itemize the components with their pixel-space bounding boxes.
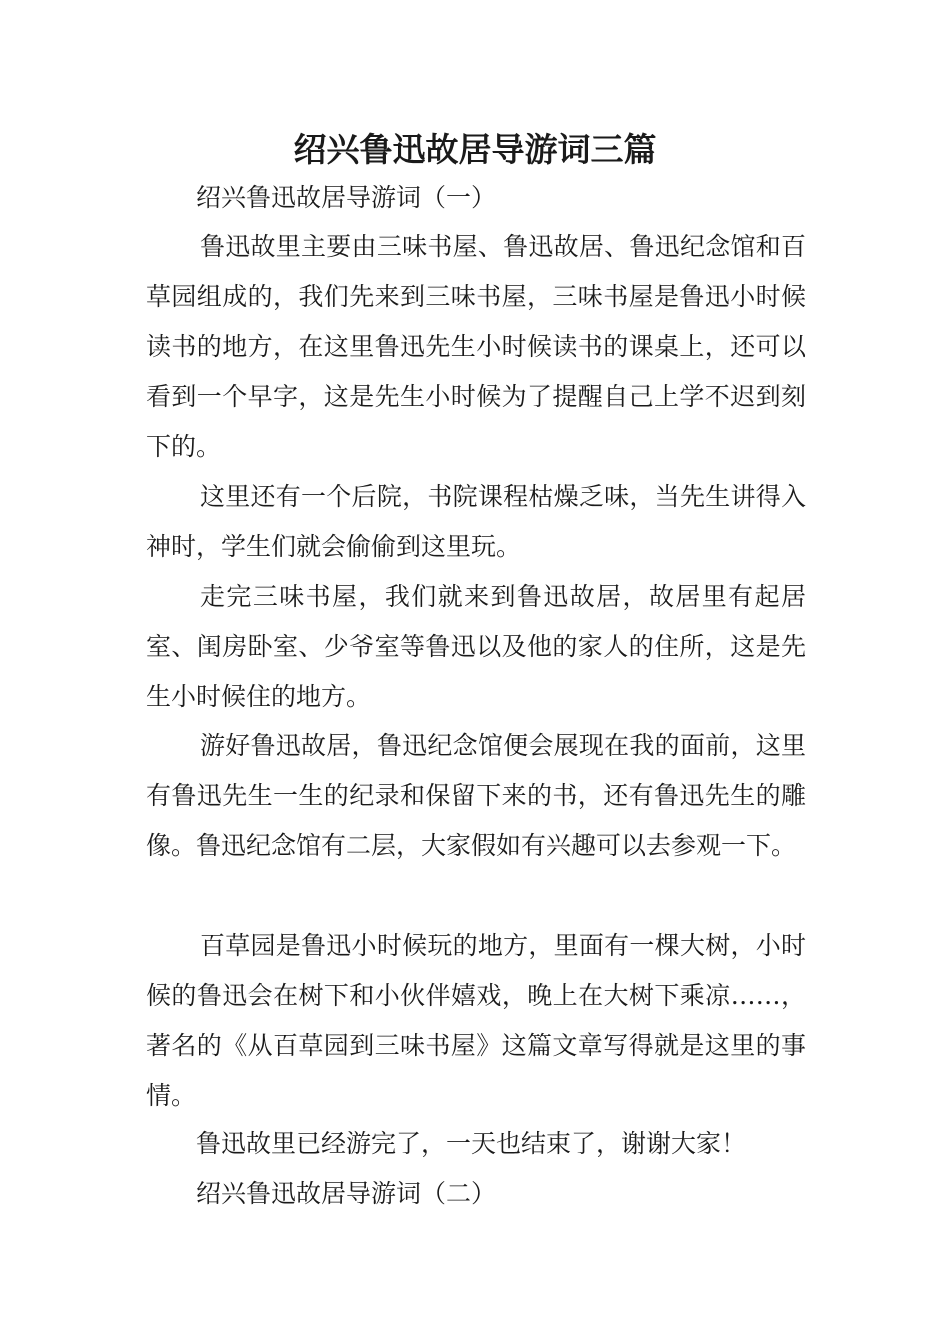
document-title: 绍兴鲁迅故居导游词三篇 [293, 130, 657, 169]
paragraph-4: 游好鲁迅故居，鲁迅纪念馆便会展现在我的面前，这里有鲁迅先生一生的纪录和保留下来的书，还有鲁迅先生的雕像。鲁迅纪念馆有二层，大家假如有兴趣可以去参观一下。 [146, 731, 806, 860]
paragraph-5: 百草园是鲁迅小时候玩的地方，里面有一棵大树，小时候的鲁迅会在树下和小伙伴嬉戏，晚上在大树下乘凉……，著名的《从百草园到三味书屋》这篇文章写得就是这里的事情。 [146, 931, 806, 1110]
paragraph-1: 鲁迅故里主要由三味书屋、鲁迅故居、鲁迅纪念馆和百草园组成的，我们先来到三味书屋，三味书屋是鲁迅小时候读书的地方，在这里鲁迅先生小时候读书的课桌上，还可以看到一个早字，这是先生小时候为了提醒自己上学不迟到刻下的。 [146, 232, 806, 461]
section-heading-1: 绍兴鲁迅故居导游词（一） [196, 183, 497, 212]
paragraph-3: 走完三味书屋，我们就来到鲁迅故居，故居里有起居室、闺房卧室、少爷室等鲁迅以及他的家人的住所，这是先生小时候住的地方。 [146, 582, 806, 711]
closing-line: 鲁迅故里已经游完了，一天也结束了，谢谢大家！ [196, 1129, 747, 1158]
paragraph-2: 这里还有一个后院，书院课程枯燥乏味，当先生讲得入神时，学生们就会偷偷到这里玩。 [146, 482, 806, 561]
section-heading-2: 绍兴鲁迅故居导游词（二） [196, 1179, 497, 1208]
